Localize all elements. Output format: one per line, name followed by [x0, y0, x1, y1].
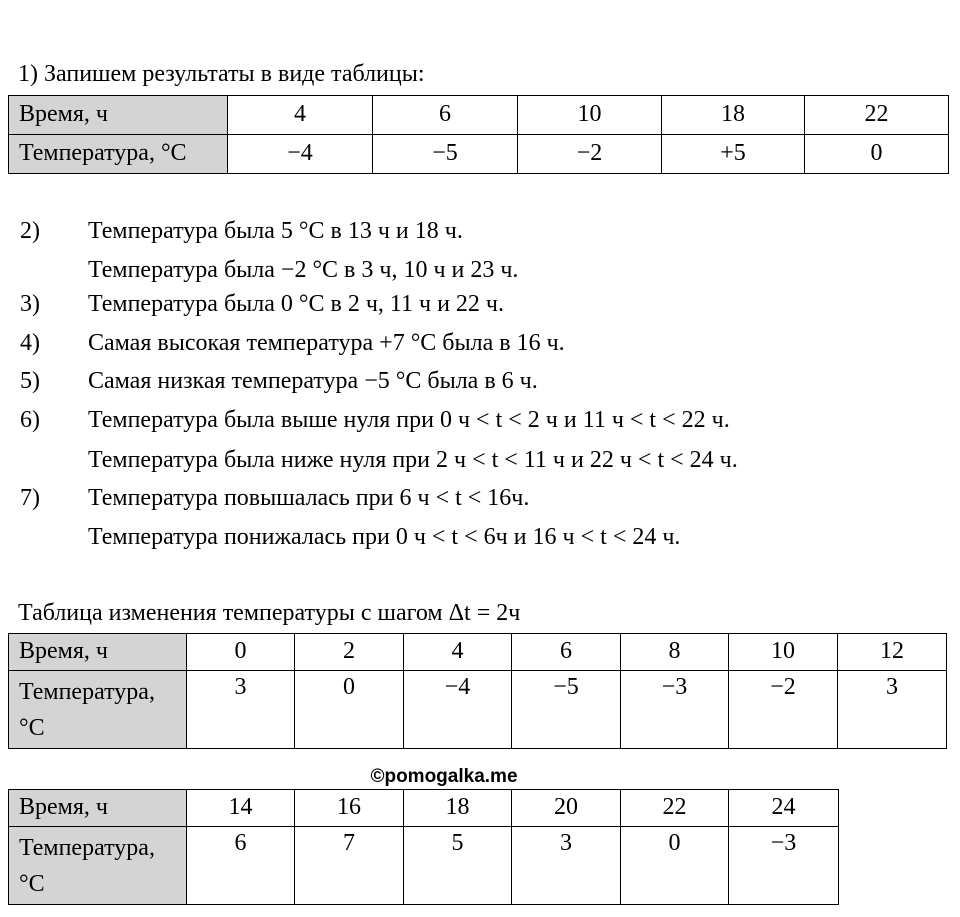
table-cell: −2 — [518, 135, 662, 174]
table-cell: 2 — [295, 634, 404, 671]
temperature-header — [9, 827, 187, 905]
table-cell: 22 — [621, 790, 729, 827]
item-number: 2) — [20, 218, 40, 244]
temperature-table-part-2 — [8, 789, 839, 905]
table-cell: 24 — [729, 790, 839, 827]
results-table — [8, 95, 949, 174]
item-number: 5) — [20, 368, 40, 394]
table-cell: −4 — [228, 135, 373, 174]
table-cell: −2 — [729, 671, 838, 749]
table-cell: 8 — [621, 634, 729, 671]
item-text: Температура понижалась при 0 ч < t < 6ч и 16 ч < t < 24 ч. — [88, 524, 681, 550]
table-cell: 16 — [295, 790, 404, 827]
table-cell: 4 — [404, 634, 512, 671]
table-cell: 10 — [729, 634, 838, 671]
time-header: Время, ч — [9, 634, 187, 671]
table-cell: 18 — [404, 790, 512, 827]
table-cell: 10 — [518, 96, 662, 135]
table-cell: −3 — [729, 827, 839, 905]
table-cell: −5 — [373, 135, 518, 174]
time-header: Время, ч — [9, 96, 228, 135]
table-row — [9, 827, 839, 905]
temperature-unit: °С — [19, 871, 45, 897]
item-number: 7) — [20, 485, 40, 511]
table-cell: −5 — [512, 671, 621, 749]
item-number: 4) — [20, 330, 40, 356]
table-row — [9, 671, 947, 749]
table-cell: 12 — [838, 634, 947, 671]
table-cell: 3 — [512, 827, 621, 905]
table-cell: 6 — [512, 634, 621, 671]
temperature-unit: °С — [19, 715, 45, 741]
item-text: Температура была ниже нуля при 2 ч < t < 11 ч и 22 ч < t < 24 ч. — [88, 447, 738, 473]
item-number: 6) — [20, 407, 40, 433]
table-cell: 0 — [805, 135, 949, 174]
watermark: ©pomogalka.me — [370, 766, 518, 787]
temperature-label: Температура, — [19, 835, 155, 861]
item-text: Температура была 5 °С в 13 ч и 18 ч. — [88, 218, 463, 244]
intro-text: 1) Запишем результаты в виде таблицы: — [18, 61, 425, 87]
table-row — [9, 634, 947, 671]
time-header: Время, ч — [9, 790, 187, 827]
temperature-header — [9, 671, 187, 749]
table-cell: 0 — [295, 671, 404, 749]
table-cell: 5 — [404, 827, 512, 905]
table-cell: 18 — [662, 96, 805, 135]
table-row — [9, 96, 949, 135]
table-cell: 0 — [621, 827, 729, 905]
table-cell: 22 — [805, 96, 949, 135]
table-cell: 7 — [295, 827, 404, 905]
table-row — [9, 790, 839, 827]
table-cell: 6 — [187, 827, 295, 905]
item-text: Самая высокая температура +7 °С была в 16 ч. — [88, 330, 565, 356]
table-cell: 3 — [838, 671, 947, 749]
item-text: Температура повышалась при 6 ч < t < 16ч. — [88, 485, 530, 511]
table-cell: 6 — [373, 96, 518, 135]
item-text: Температура была выше нуля при 0 ч < t < 2 ч и 11 ч < t < 22 ч. — [88, 407, 730, 433]
table-cell: 0 — [187, 634, 295, 671]
table-cell: −4 — [404, 671, 512, 749]
temperature-table-part-1 — [8, 633, 947, 749]
item-text: Самая низкая температура −5 °С была в 6 ч. — [88, 368, 538, 394]
table-cell: −3 — [621, 671, 729, 749]
table-cell: 14 — [187, 790, 295, 827]
temperature-header: Температура, °С — [9, 135, 228, 174]
table2-title: Таблица изменения температуры с шагом Δt = 2ч — [18, 600, 521, 626]
item-number: 3) — [20, 291, 40, 317]
table-cell: +5 — [662, 135, 805, 174]
table-cell: 4 — [228, 96, 373, 135]
item-text: Температура была −2 °С в 3 ч, 10 ч и 23 ч. — [88, 257, 519, 283]
temperature-label: Температура, — [19, 679, 155, 705]
table-cell: 3 — [187, 671, 295, 749]
table-row — [9, 135, 949, 174]
table-cell: 20 — [512, 790, 621, 827]
item-text: Температура была 0 °С в 2 ч, 11 ч и 22 ч. — [88, 291, 505, 317]
